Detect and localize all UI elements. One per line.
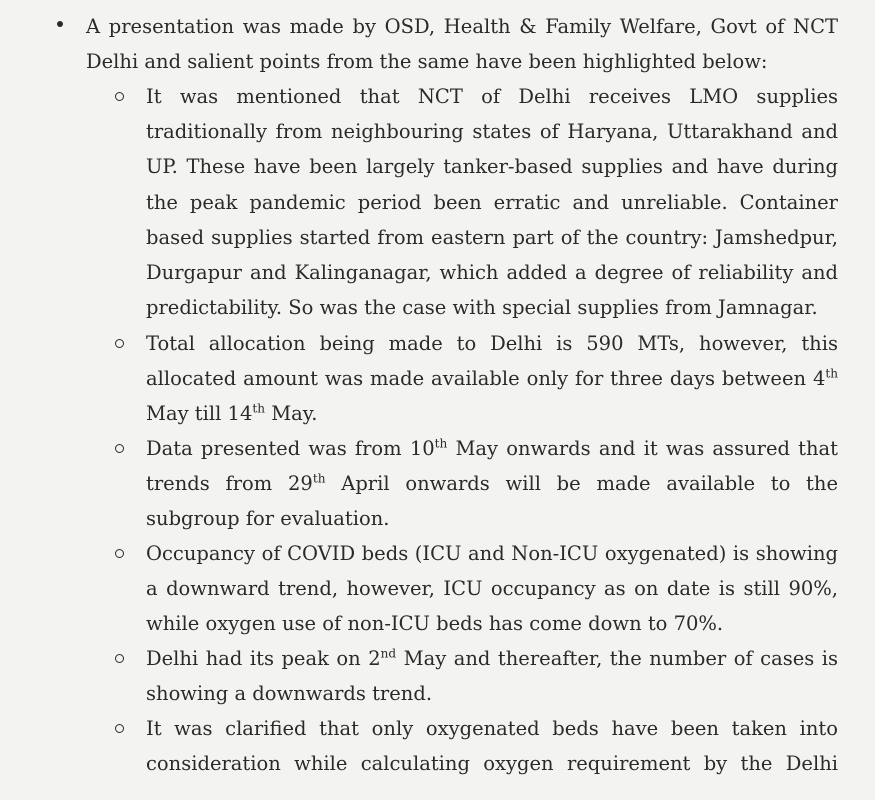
superscript: th bbox=[825, 366, 838, 381]
circle-bullet-icon bbox=[115, 444, 124, 453]
circle-bullet-icon bbox=[115, 549, 124, 558]
sub-point-text: It was mentioned that NCT of Delhi receives LMO supplies traditionally from neighbouring states of Haryana, Uttarakhand and UP. These have been largely tanker-based supplies and have during the peak pandemic period been erratic and unreliable. Container based supplies started from eastern part of the country: Jamshedpur, Durgapur and Kalinganagar, which added a degree of reliability and predictability. So was the case with special supplies from Jamnagar. bbox=[146, 85, 838, 320]
circle-bullet-icon bbox=[115, 339, 124, 348]
superscript: nd bbox=[380, 646, 397, 661]
superscript: th bbox=[434, 436, 448, 451]
sub-point-text: Total allocation being made to Delhi is 590 MTs, however, this allocated amount was made available only for three days between 4th May till 14th May. bbox=[146, 332, 838, 426]
bullet-icon bbox=[57, 21, 63, 27]
superscript: th bbox=[252, 401, 266, 416]
circle-bullet-icon bbox=[115, 654, 124, 663]
sub-point-text: Data presented was from 10th May onwards and it was assured that trends from 29th April onwards will be made available to the subgroup for evaluation. bbox=[146, 436, 839, 531]
main-bullet-text: A presentation was made by OSD, Health & Family Welfare, Govt of NCT Delhi and salient points from the same have been highlighted below: bbox=[86, 15, 838, 73]
sub-point-text: Delhi had its peak on 2nd May and thereafter, the number of cases is showing a downwards trend. bbox=[146, 646, 838, 706]
circle-bullet-icon bbox=[115, 724, 124, 733]
sub-point-text: It was clarified that only oxygenated beds have been taken into consideration while calculating oxygen requirement by the Delhi bbox=[146, 717, 838, 776]
circle-bullet-icon bbox=[115, 92, 124, 101]
sub-point-text: Occupancy of COVID beds (ICU and Non-ICU oxygenated) is showing a downward trend, however, ICU occupancy as on date is still 90%, while oxygen use of non-ICU beds has come down to 70%. bbox=[146, 542, 838, 636]
superscript: th bbox=[312, 471, 326, 486]
